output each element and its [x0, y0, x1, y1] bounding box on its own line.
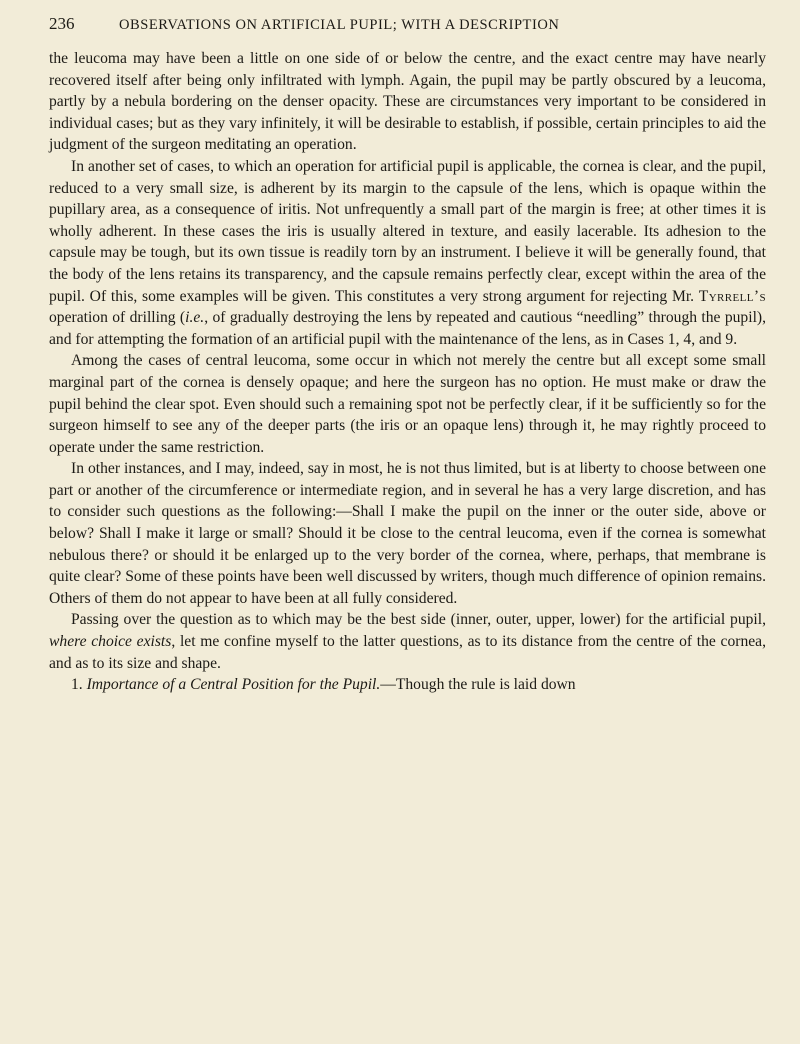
running-head: [49, 14, 766, 44]
italic-text: where choice exists: [49, 633, 172, 651]
header-title: OBSERVATIONS ON ARTIFICIAL PUPIL; WITH A DESCRIPTION: [119, 17, 560, 33]
paragraph: [49, 48, 766, 156]
text-run: In other instances, and I may, indeed, say in most, he is not thus limited, but is at liberty to choose between one part or another of the circumference or intermediate region, and in several he has a very large discretion, and has to consider such questions as the following:—Shall I make the pupil on the inner or the outer side, above or below? Shall I make it large or small? Should it be close to the central leucoma, even if the cornea is somewhat nebulous there? or should it be enlarged up to the very border of the cornea, where, perhaps, that membrane is quite clear? Some of these points have been well discussed by writers, though much difference of opinion remains. Others of them do not appear to have been at all fully considered.: [49, 460, 766, 607]
paragraph: [49, 609, 766, 674]
italic-text: Importance of a Central Position for the Pupil.: [86, 676, 381, 694]
paragraph: [49, 350, 766, 458]
text-run: , let me confine myself to the latter questions, as to its distance from the centre of the cornea, and as to its size and shape.: [49, 633, 767, 672]
text-run: In another set of cases, to which an operation for artificial pupil is applicable, the cornea is clear, and the pupil, reduced to a very small size, is adherent by its margin to the capsule of the lens, which is opaque within the pupillary area, as a consequence of iritis. Not unfrequently a small part of the margin is free; at other times it is wholly adherent. In these cases the iris is usually altered in texture, and easily lacerable. Its adhesion to the capsule may be tough, but its own tissue is readily torn by an instrument. I believe it will be generally found, that the body of the lens retains its transparency, and the capsule remains perfectly clear, except within the area of the pupil. Of this, some examples will be given. This constitutes a very strong argument for rejecting Mr.: [49, 157, 766, 305]
text-run: the leucoma may have been a little on one side of or below the centre, and the exact centre may have nearly recovered itself after being only infiltrated with lymph. Again, the pupil may be partly obscured by a leucoma, partly by a nebula bordering on the denser opacity. These are circumstances very important to be considered in individual cases; but as they vary infinitely, it will be desirable to establish, if possible, certain principles to aid the judgment of the surgeon meditating an operation.: [49, 50, 766, 154]
paragraph: [49, 156, 766, 350]
text-run: , of gradually destroying the lens by repeated and cautious “needling” through the pupil), and for attempting the formation of an artificial pupil with the maintenance of the lens, as in Cases 1, 4, and 9.: [49, 309, 766, 348]
italic-text: i.e.: [185, 309, 205, 327]
paragraph: [49, 458, 766, 609]
text-run: Passing over the question as to which may be the best side (inner, outer, upper, lower) for the artificial pupil,: [71, 611, 766, 629]
text-run: 1.: [71, 676, 87, 694]
small-caps-text: Tyrrell’s: [698, 287, 766, 305]
text-run: operation of drilling (: [49, 309, 186, 327]
paragraph: [49, 674, 766, 696]
body-text: [49, 48, 766, 696]
text-run: —Though the rule is laid down: [380, 676, 576, 694]
page-number: 236: [49, 14, 75, 33]
text-run: Among the cases of central leucoma, some occur in which not merely the centre but all except some small marginal part of the cornea is densely opaque; and here the surgeon has no option. He must make or draw the pupil behind the clear spot. Even should such a remaining spot not be perfectly clear, if it be sufficiently so for the surgeon himself to see any of the deeper parts (the iris or an opaque lens) through it, he may rightly proceed to operate under the same restriction.: [49, 352, 766, 456]
